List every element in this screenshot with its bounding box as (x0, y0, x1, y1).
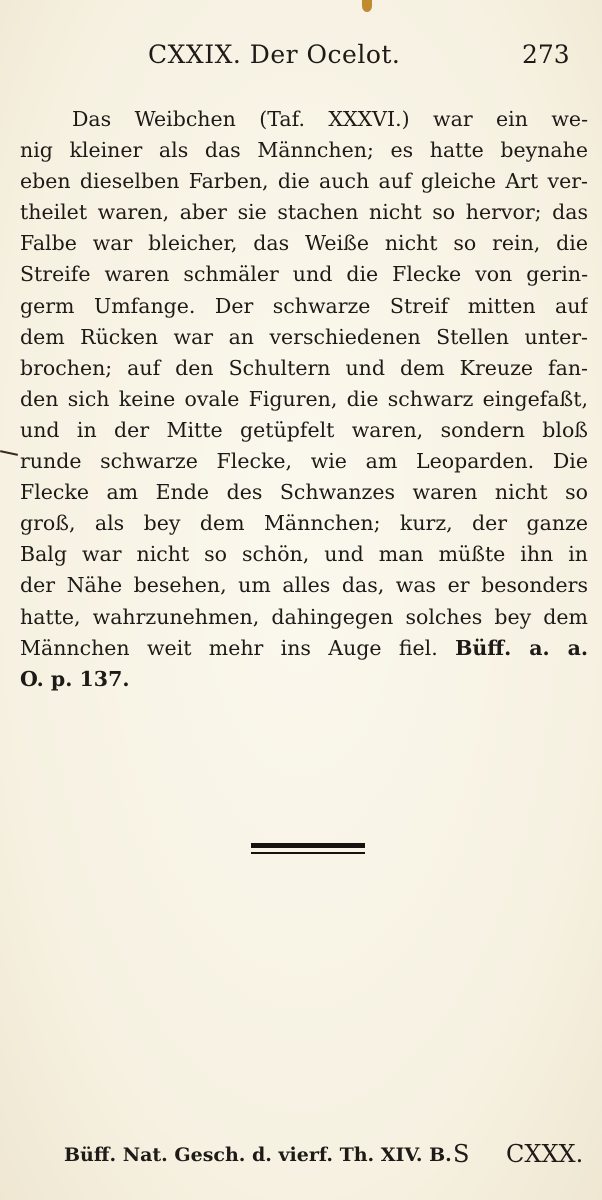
ink-mark-top (362, 0, 372, 12)
margin-pen-mark (0, 450, 18, 456)
signature-mark: S (453, 1140, 470, 1168)
running-header-title: CXXIX. Der Ocelot. (148, 40, 401, 69)
page-number: 273 (522, 40, 570, 69)
text-line: Balg war nicht so schön, und man müßte ihn in (20, 542, 588, 567)
text-line: eben dieselben Farben, die auch auf gleiche Art ver- (20, 169, 588, 194)
citation-page: O. p. 137. (20, 666, 130, 691)
rule-thick-line (251, 843, 365, 848)
text-line: hatte, wahrzunehmen, dahingegen solches bey dem (20, 604, 588, 629)
catchword: CXXX. (506, 1140, 584, 1168)
text-line: dem Rücken war an verschiedenen Stellen unter- (20, 324, 588, 349)
body-paragraph (20, 104, 588, 695)
text-line-end: Männchen weit mehr ins Auge fiel. (20, 635, 438, 660)
text-line: germ Umfange. Der schwarze Streif mitten auf (20, 293, 588, 318)
section-end-rule (251, 843, 365, 857)
text-line: den sich keine ovale Figuren, die schwarz eingefaßt, (20, 386, 588, 411)
citation-reference: Büff. a. a. (455, 635, 588, 660)
text-line: brochen; auf den Schultern und dem Kreuze fan- (20, 355, 588, 380)
text-line: nig kleiner als das Männchen; es hatte beynahe (20, 138, 588, 163)
text-line: Das Weibchen (Taf. XXXVI.) war ein we- (72, 107, 588, 131)
text-line-with-citation (20, 633, 588, 664)
text-line: der Nähe besehen, um alles das, was er besonders (20, 573, 588, 598)
text-line: runde schwarze Flecke, wie am Leoparden. Die (20, 449, 588, 474)
rule-thin-line (251, 852, 365, 854)
citation-continuation (20, 664, 588, 695)
text-line: Falbe war bleicher, das Weiße nicht so rein, die (20, 231, 588, 256)
text-line: und in der Mitte getüpfelt waren, sondern bloß (20, 417, 588, 442)
text-line: theilet waren, aber sie stachen nicht so hervor; das (20, 200, 588, 225)
text-line: Flecke am Ende des Schwanzes waren nicht so (20, 480, 588, 505)
footer-volume-note: Büff. Nat. Gesch. d. vierf. Th. XIV. B. (64, 1144, 452, 1166)
text-line: groß, als bey dem Männchen; kurz, der ganze (20, 511, 588, 536)
text-line: Streife waren schmäler und die Flecke von gerin- (20, 262, 588, 287)
